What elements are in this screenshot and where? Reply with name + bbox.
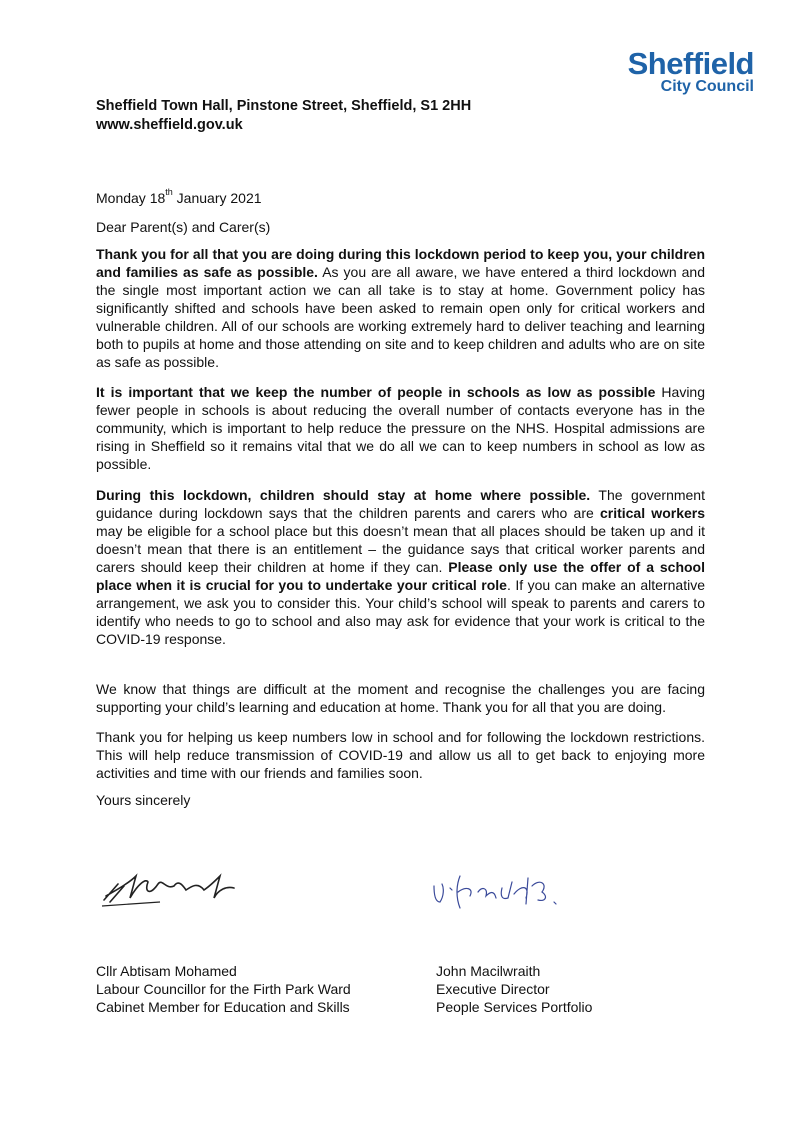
signature-1 — [100, 862, 250, 917]
closing: Yours sincerely — [96, 792, 191, 808]
paragraph-3-text-3: . If you can make an alternative arrangement, we ask you to consider this. Your child’s school will speak to parents and carers to identify who needs to go to school and also may ask for evidence that your work is critical to the COVID-19 response. — [96, 577, 705, 647]
signer-2-role-2: People Services Portfolio — [436, 999, 593, 1015]
website-link[interactable]: www.sheffield.gov.uk — [96, 117, 243, 133]
sender-address — [96, 97, 471, 135]
council-logo — [628, 48, 754, 96]
paragraph-3-text-1: The government guidance during lockdown says that the children parents and carers who are — [96, 487, 705, 521]
date-suffix: th — [165, 187, 173, 197]
paragraph-2-bold: It is important that we keep the number of people in schools as low as possible — [96, 384, 656, 400]
signature-2 — [430, 868, 600, 919]
address-line: Sheffield Town Hall, Pinstone Street, Sheffield, S1 2HH — [96, 98, 472, 114]
signer-1-name: Cllr Abtisam Mohamed — [96, 963, 237, 979]
signer-2-name: John Macilwraith — [436, 963, 541, 979]
signer-2-role: Executive Director — [436, 981, 550, 997]
date-rest: January 2021 — [172, 190, 262, 206]
paragraph-5-text: Thank you for helping us keep numbers low in school and for following the lockdown restrictions. This will help reduce transmission of COVID-19 and allow us all to get back to enjoying more activities and time with our friends and families soon. — [96, 729, 705, 781]
paragraph-3-bold-2: critical workers — [599, 505, 705, 521]
paragraph-1-text: As you are all aware, we have entered a third lockdown and the single most important action we can all take is to stay at home. Government policy has significantly shifted and schools have been asked to remain open only for critical workers and vulnerable children. All of our schools are working extremely hard to deliver teaching and learning both to pupils at home and those attending on site and to keep children and adults who are on site as safe as possible. — [96, 264, 705, 370]
paragraph-3-bold-1: During this lockdown, children should stay at home where possible. — [96, 487, 591, 503]
logo-subtitle: City Council — [660, 78, 754, 95]
paragraph-2-text: Having fewer people in schools is about reducing the overall number of contacts everyone has in the community, which is important to help reduce the pressure on the NHS. Hospital admissions are rising in Sheffield so it remains vital that we do all we can to keep numbers in school as low as possible. — [96, 384, 706, 472]
signer-2 — [436, 962, 592, 1016]
signer-1-role: Labour Councillor for the Firth Park Ward — [96, 981, 351, 997]
paragraph-3-text-2: may be eligible for a school place but this doesn’t mean that all places should be taken up and it doesn’t mean that there is an entitlement – the guidance says that critical worker parents and carers should keep their children at home if they can. — [96, 523, 705, 575]
paragraph-3-bold-3: Please only use the offer of a school place when it is crucial for you to undertake your critical role — [96, 559, 705, 593]
paragraph-5 — [96, 728, 705, 782]
paragraph-1-bold: Thank you for all that you are doing during this lockdown period to keep you, your children and families as safe as possible. — [96, 246, 705, 280]
signer-1-role-2: Cabinet Member for Education and Skills — [96, 999, 350, 1015]
letter-date — [96, 187, 262, 206]
paragraph-2 — [96, 383, 705, 473]
paragraph-3 — [96, 486, 705, 648]
paragraph-1 — [96, 245, 705, 371]
date-prefix: Monday 18 — [96, 190, 166, 206]
paragraph-4-text: We know that things are difficult at the moment and recognise the challenges you are facing supporting your child’s learning and education at home. Thank you for all that you are doing. — [96, 681, 705, 715]
logo-name: Sheffield — [627, 46, 754, 81]
paragraph-4 — [96, 680, 705, 716]
signer-1 — [96, 962, 351, 1016]
salutation: Dear Parent(s) and Carer(s) — [96, 219, 271, 235]
